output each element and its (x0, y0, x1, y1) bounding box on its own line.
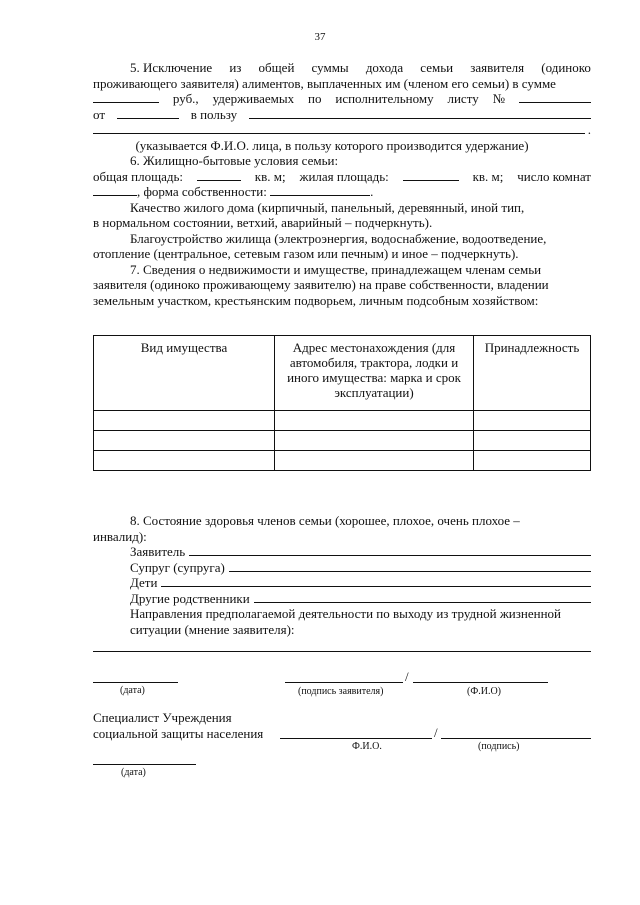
health-other-row (93, 591, 591, 607)
recipient-field-continued[interactable] (93, 122, 585, 134)
ownership-form-field[interactable] (270, 184, 370, 196)
specialist-label-1: Специалист Учреждения (93, 710, 232, 725)
text: семьи (420, 60, 454, 75)
text: листу (447, 91, 479, 106)
section5-line5: . (93, 122, 591, 138)
table-header-row (94, 336, 591, 411)
section6-title: 6. Жилищно-бытовые условия семьи: (130, 153, 339, 168)
text: в пользу (190, 106, 238, 122)
column-header-type: Вид имущества (94, 336, 275, 411)
applicant-fio-field[interactable] (413, 682, 548, 683)
living-area-field[interactable] (403, 169, 459, 181)
section8-line2: инвалид): (93, 528, 147, 544)
section5-line3 (93, 91, 591, 107)
section7-line1: 7. Сведения о недвижимости и имуществе, принадлежащем членам семьи (130, 261, 542, 277)
recipient-field[interactable] (249, 107, 591, 119)
directions-answer-field[interactable] (93, 651, 591, 652)
text: дохода (365, 60, 404, 75)
text: число комнат (517, 168, 591, 184)
text: , форма собственности: (137, 184, 267, 199)
total-area-field[interactable] (197, 169, 241, 181)
slash-separator: / (434, 725, 438, 740)
section8-line1: 8. Состояние здоровья членов семьи (хорошее, плохое, очень плохое – (130, 513, 520, 528)
table-cell[interactable] (275, 451, 474, 471)
section5-line4 (93, 107, 591, 123)
applicant-fio-caption: (Ф.И.О) (467, 686, 502, 697)
health-spouse-row (93, 560, 591, 576)
text: общей (258, 60, 295, 75)
health-applicant-field[interactable] (189, 544, 591, 556)
section7-line3: земельным участком, крестьянским подворьем, личным подсобным хозяйством: (93, 292, 539, 308)
text: руб., (172, 91, 199, 106)
text: исполнительному (335, 91, 434, 106)
writ-number-field[interactable] (519, 91, 591, 103)
health-children-row (93, 575, 591, 591)
text: суммы (311, 60, 349, 75)
text: от (93, 106, 106, 122)
table-row (94, 451, 591, 471)
specialist-date-field[interactable] (93, 764, 196, 765)
text: из (229, 60, 242, 75)
text: кв. м; (472, 168, 504, 184)
section6-quality-2: в нормальном состоянии, ветхий, аварийный – подчеркнуть). (93, 215, 433, 230)
health-applicant-row (93, 544, 591, 560)
text: кв. м; (254, 168, 286, 184)
health-other-field[interactable] (254, 591, 591, 603)
directions-line2: ситуации (мнение заявителя): (130, 621, 295, 637)
text: жилая площадь: (299, 168, 389, 184)
table-row (94, 411, 591, 431)
specialist-date-caption: (дата) (121, 767, 146, 778)
date-caption: (дата) (120, 685, 145, 696)
section7-line2: заявителя (одиноко проживающему заявителю) на праве собственности, владении (93, 277, 549, 292)
section6-amenities-1: Благоустройство жилища (электроэнергия, водоснабжение, водоотведение, (130, 230, 547, 246)
rooms-count-field[interactable] (93, 184, 137, 196)
column-header-ownership: Принадлежность (474, 336, 591, 411)
table-cell[interactable] (474, 451, 591, 471)
section5-note: (указывается Ф.И.О. лица, в пользу которого производится удержание) (135, 137, 529, 153)
property-table (93, 335, 591, 471)
page-number: 37 (314, 31, 326, 43)
text: № (492, 91, 506, 106)
text: общая площадь: (93, 168, 184, 184)
section6-quality-1: Качество жилого дома (кирпичный, панельный, деревянный, иной тип, (130, 199, 525, 215)
form-body (93, 60, 591, 308)
section8 (93, 513, 591, 637)
table-cell[interactable] (474, 411, 591, 431)
table-cell[interactable] (94, 451, 275, 471)
table-cell[interactable] (275, 431, 474, 451)
date-field[interactable] (93, 682, 178, 683)
slash-separator: / (405, 669, 409, 684)
applicant-signature-field[interactable] (285, 682, 403, 683)
specialist-fio-field[interactable] (280, 738, 432, 739)
section6-amenities-2: отопление (центральное, сетевым газом или печным) и иное – подчеркнуть). (93, 246, 519, 261)
specialist-signature-field[interactable] (441, 738, 591, 739)
health-spouse-field[interactable] (229, 560, 591, 572)
table-cell[interactable] (275, 411, 474, 431)
table-cell[interactable] (94, 431, 275, 451)
health-children-field[interactable] (161, 575, 591, 587)
text: 5. Исключение (130, 60, 213, 75)
text: Дети (130, 575, 158, 590)
text: (одиноко (541, 60, 591, 75)
applicant-signature-caption: (подпись заявителя) (298, 686, 384, 697)
specialist-fio-caption: Ф.И.О. (352, 741, 382, 752)
section6-ownership: , форма собственности: . (93, 184, 591, 200)
text: Заявитель (130, 544, 186, 559)
table-cell[interactable] (474, 431, 591, 451)
text: по (307, 91, 322, 106)
text: удерживаемых (212, 91, 295, 106)
directions-line1: Направления предполагаемой деятельности по выходу из трудной жизненной (130, 606, 561, 621)
text: Супруг (супруга) (130, 559, 225, 575)
table-row (94, 431, 591, 451)
writ-date-field[interactable] (117, 107, 179, 119)
text: заявителя (470, 60, 525, 75)
table-cell[interactable] (94, 411, 275, 431)
specialist-label-2: социальной защиты населения (93, 726, 264, 741)
specialist-signature-caption: (подпись) (478, 741, 520, 752)
column-header-address: Адрес местонахождения (для автомобиля, трактора, лодки и иного имущества: марка и срок эксплуатации) (275, 336, 474, 411)
section5-line1 (93, 60, 591, 76)
alimony-amount-field[interactable] (93, 91, 159, 103)
section5-line2: проживающего заявителя) алиментов, выплаченных им (членом его семьи) в сумме (93, 75, 556, 91)
text: Другие родственники (130, 590, 250, 606)
section6-areas (93, 169, 591, 185)
